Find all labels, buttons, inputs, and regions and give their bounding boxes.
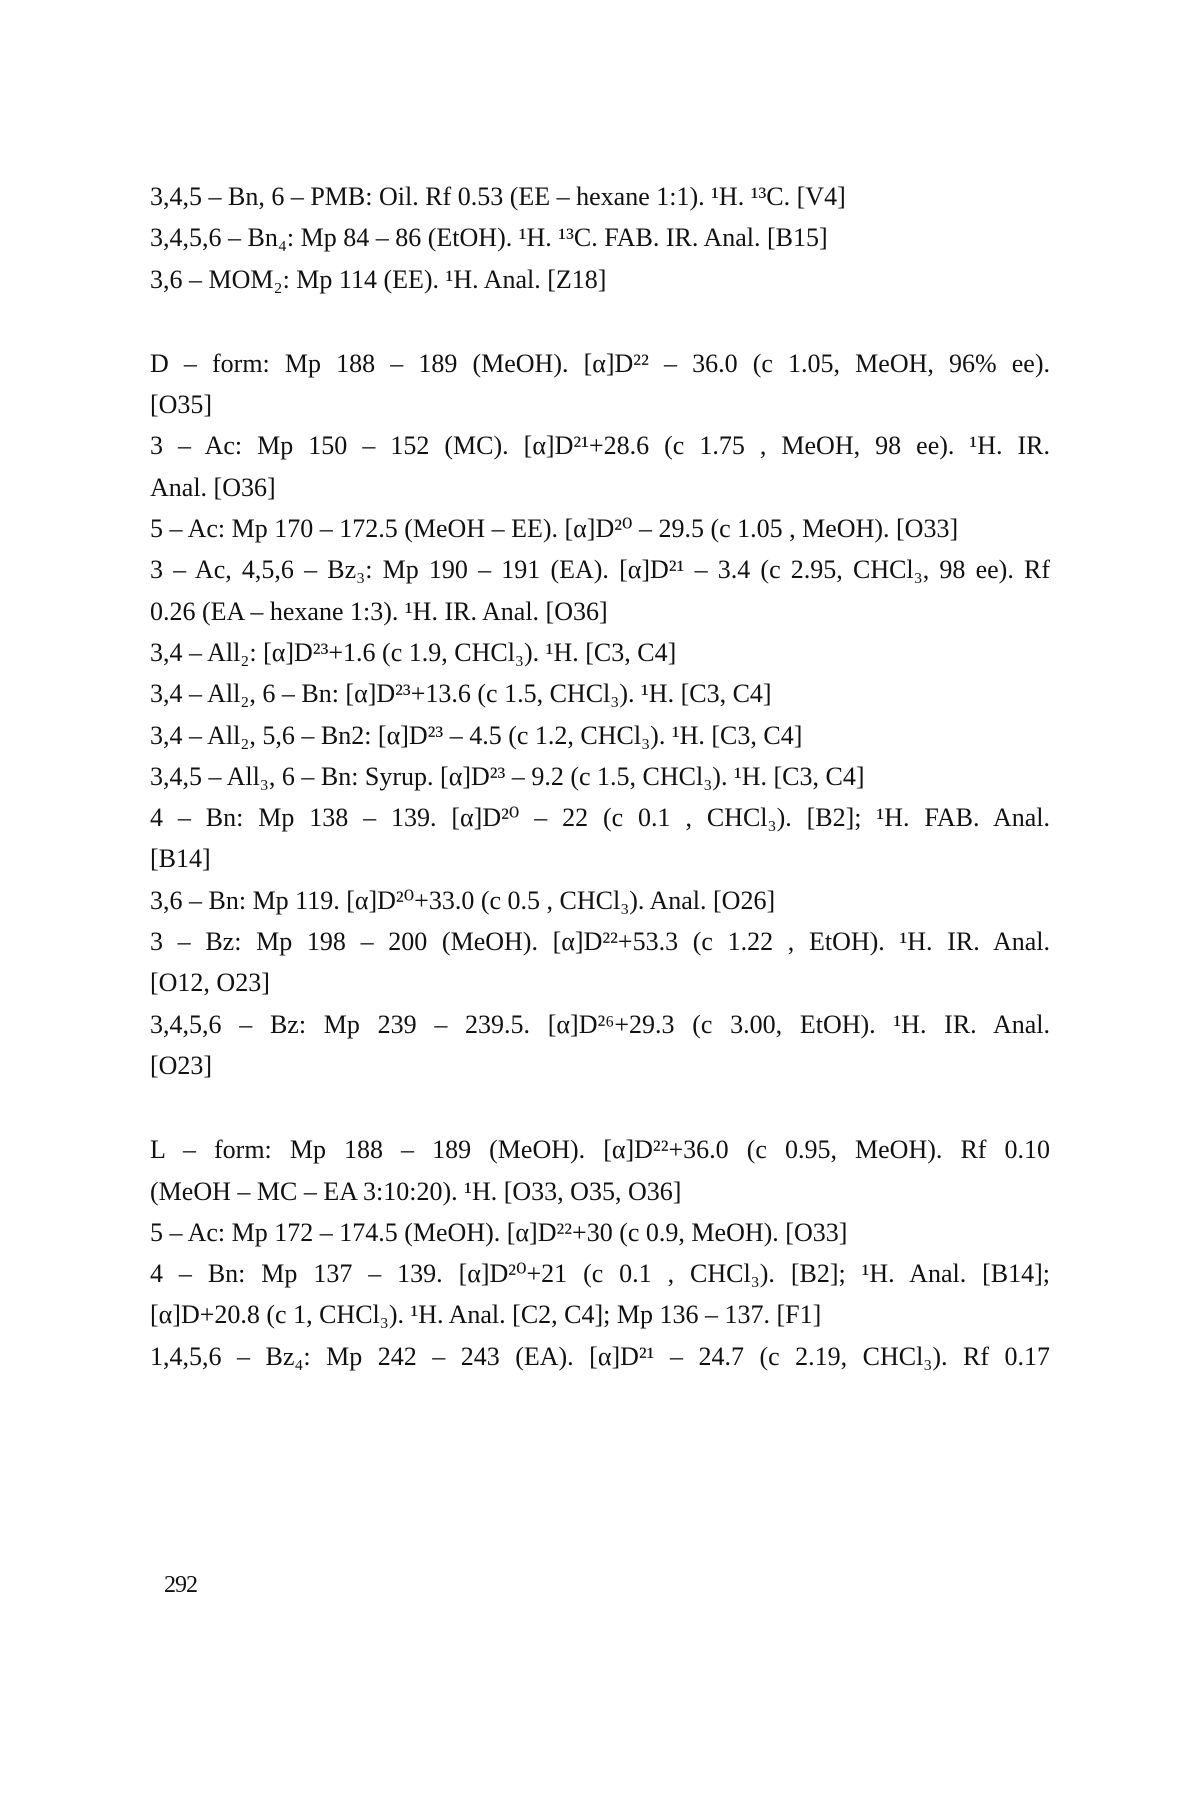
entry-group-d-form <box>150 343 1050 1086</box>
text-line: 0.26 (EA – hexane 1:3). ¹H. IR. Anal. [O36] <box>150 596 608 626</box>
text-line: 3,4 – All₂: [α]D²³+1.6 (c 1.9, CHCl₃). ¹H. [C3, C4] <box>150 637 677 667</box>
text-line: 4 – Bn: Mp 138 – 139. [α]D²⁰ – 22 (c 0.1 , CHCl₃). [B2]; ¹H. FAB. Anal. <box>150 803 1050 833</box>
text-line: 3,4 – All₂, 6 – Bn: [α]D²³+13.6 (c 1.5, CHCl₃). ¹H. [C3, C4] <box>150 679 772 709</box>
text-line: 5 – Ac: Mp 172 – 174.5 (MeOH). [α]D²²+30 (c 0.9, MeOH). [O33] <box>150 1217 848 1247</box>
text-line: 3,4,5 – All₃, 6 – Bn: Syrup. [α]D²³ – 9.2 (c 1.5, CHCl₃). ¹H. [C3, C4] <box>150 761 865 791</box>
text-line: 3,4,5,6 – Bn₄: Mp 84 – 86 (EtOH). ¹H. ¹³C. FAB. IR. Anal. [B15] <box>150 223 828 253</box>
text-line: 3,6 – MOM₂: Mp 114 (EE). ¹H. Anal. [Z18] <box>150 264 607 294</box>
text-line: 3,4,5,6 – Bz: Mp 239 – 239.5. [α]D²⁶+29.3 (c 3.00, EtOH). ¹H. IR. Anal. <box>150 1009 1050 1039</box>
text-line: 1,4,5,6 – Bz₄: Mp 242 – 243 (EA). [α]D²¹ – 24.7 (c 2.19, CHCl₃). Rf 0.17 <box>150 1341 1050 1371</box>
page-content <box>150 176 1050 1377</box>
text-line: [O35] <box>150 390 213 420</box>
text-line: D – form: Mp 188 – 189 (MeOH). [α]D²² – 36.0 (c 1.05, MeOH, 96% ee). <box>150 348 1050 378</box>
text-line: 3,4,5 – Bn, 6 – PMB: Oil. Rf 0.53 (EE – hexane 1:1). ¹H. ¹³C. [V4] <box>150 182 846 211</box>
text-line: [B14] <box>150 844 211 874</box>
text-line: [α]D+20.8 (c 1, CHCl₃). ¹H. Anal. [C2, C4]; Mp 136 – 137. [F1] <box>150 1300 822 1330</box>
text-line: 3,6 – Bn: Mp 119. [α]D²⁰+33.0 (c 0.5 , CHCl₃). Anal. [O26] <box>150 885 776 915</box>
text-line: (MeOH – MC – EA 3:10:20). ¹H. [O33, O35, O36] <box>150 1176 682 1206</box>
text-line: Anal. [O36] <box>150 472 276 502</box>
text-line: 3 – Bz: Mp 198 – 200 (MeOH). [α]D²²+53.3 (c 1.22 , EtOH). ¹H. IR. Anal. <box>150 927 1050 957</box>
text-line: 5 – Ac: Mp 170 – 172.5 (MeOH – EE). [α]D²⁰ – 29.5 (c 1.05 , MeOH). [O33] <box>150 514 959 544</box>
page-number: 292 <box>164 1572 197 1598</box>
text-line: 3,4 – All₂, 5,6 – Bn2: [α]D²³ – 4.5 (c 1.2, CHCl₃). ¹H. [C3, C4] <box>150 720 803 750</box>
text-line: 4 – Bn: Mp 137 – 139. [α]D²⁰+21 (c 0.1 , CHCl₃). [B2]; ¹H. Anal. [B14]; <box>150 1259 1050 1289</box>
entry-group-l-form <box>150 1129 1050 1377</box>
text-line: [O12, O23] <box>150 968 270 998</box>
entry-group-substituted <box>150 176 1050 300</box>
text-line: [O23] <box>150 1050 213 1080</box>
text-line: 3 – Ac: Mp 150 – 152 (MC). [α]D²¹+28.6 (c 1.75 , MeOH, 98 ee). ¹H. IR. <box>150 431 1050 461</box>
text-line: L – form: Mp 188 – 189 (MeOH). [α]D²²+36.0 (c 0.95, MeOH). Rf 0.10 <box>150 1135 1050 1165</box>
text-line: 3 – Ac, 4,5,6 – Bz₃: Mp 190 – 191 (EA). [α]D²¹ – 3.4 (c 2.95, CHCl₃, 98 ee). Rf <box>150 555 1050 585</box>
